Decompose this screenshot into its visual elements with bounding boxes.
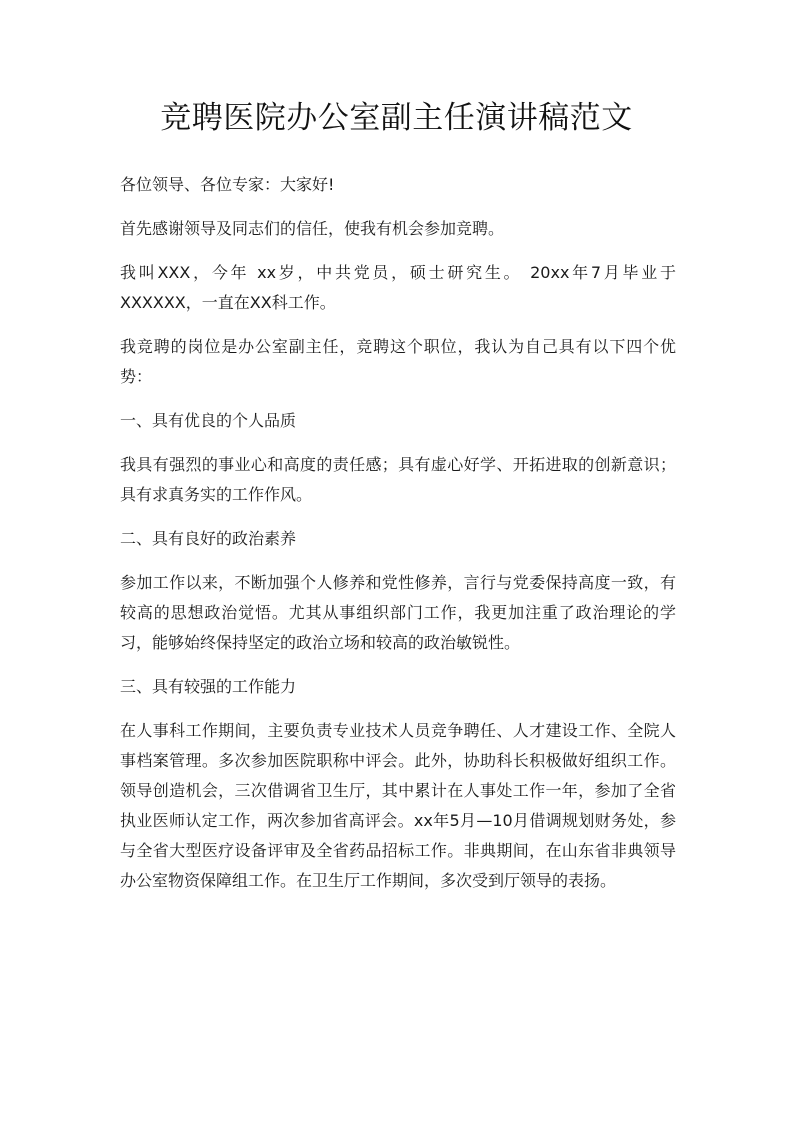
document-body bbox=[120, 170, 676, 910]
section-heading-3: 三、具有较强的工作能力 bbox=[120, 677, 297, 696]
greeting-paragraph: 各位领导、各位专家：大家好! bbox=[120, 175, 335, 194]
section-heading-2: 二、具有良好的政治素养 bbox=[120, 529, 297, 548]
position-paragraph: 我竞聘的岗位是办公室副主任，竞聘这个职位，我认为自己具有以下四个优势： bbox=[120, 337, 676, 386]
self-intro-paragraph: 我叫XXX，今年 xx岁，中共党员，硕士研究生。 20xx年7月毕业于XXXXXX，一直在XX科工作。 bbox=[120, 263, 676, 312]
section-heading-1: 一、具有优良的个人品质 bbox=[120, 411, 297, 430]
thanks-paragraph: 首先感谢领导及同志们的信任，使我有机会参加竞聘。 bbox=[120, 219, 505, 238]
section-body-2: 参加工作以来，不断加强个人修养和党性修养，言行与党委保持高度一致，有较高的思想政治觉悟。尤其从事组织部门工作，我更加注重了政治理论的学习，能够始终保持坚定的政治立场和较高的政治敏锐性。 bbox=[120, 573, 676, 652]
section-body-3: 在人事科工作期间，主要负责专业技术人员竞争聘任、人才建设工作、全院人事档案管理。多次参加医院职称中评会。此外，协助科长积极做好组织工作。领导创造机会，三次借调省卫生厅，其中累计在人事处工作一年，参加了全省执业医师认定工作，两次参加省高评会。xx年5月—10月借调规划财务处，参与全省大型医疗设备评审及全省药品招标工作。非典期间，在山东省非典领导办公室物资保障组工作。在卫生厅工作期间，多次受到厅领导的表扬。 bbox=[120, 721, 676, 890]
section-body-1: 我具有强烈的事业心和高度的责任感；具有虚心好学、开拓进取的创新意识；具有求真务实的工作作风。 bbox=[120, 455, 676, 504]
document-title: 竞聘医院办公室副主任演讲稿范文 bbox=[160, 100, 633, 136]
